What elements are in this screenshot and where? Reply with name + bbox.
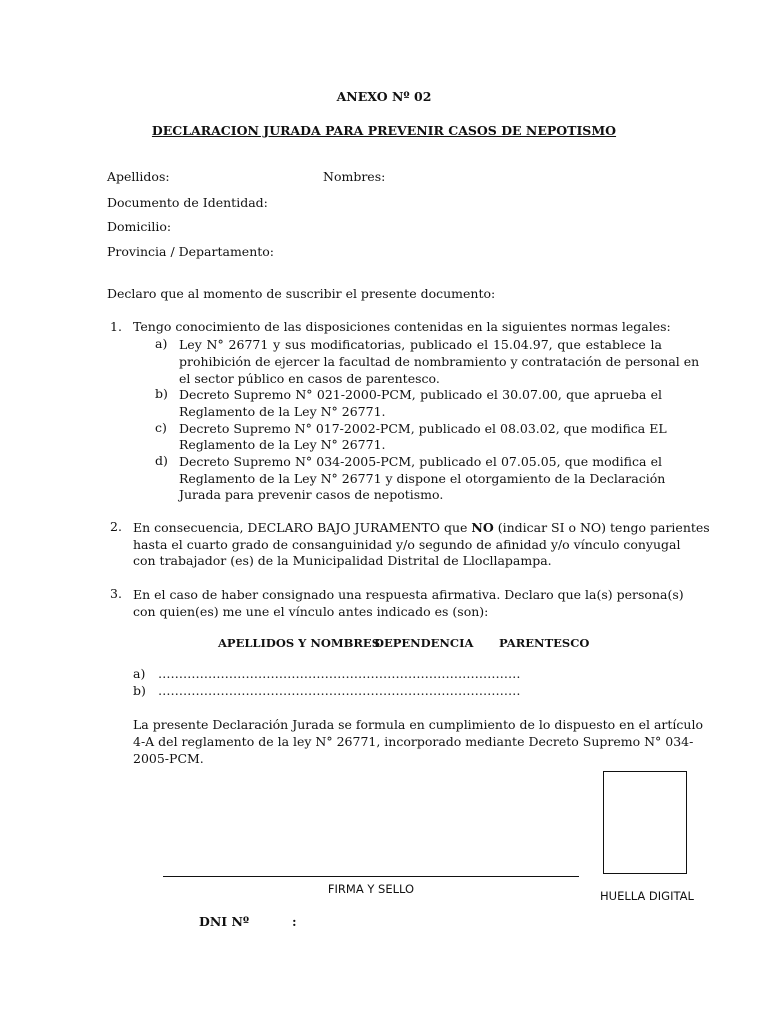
item-1-sub-a-letter: a) [155, 336, 168, 351]
item-2-line-1 [133, 519, 710, 536]
item-1-sub-d-letter: d) [155, 453, 168, 468]
column-header-dependency: DEPENDENCIA [374, 636, 474, 650]
item-2-line-2: hasta el cuarto grado de consanguinidad y/o segundo de afinidad y/o vínculo conyugal [133, 537, 681, 552]
fingerprint-box [603, 771, 687, 874]
field-province-label: Provincia / Departamento: [107, 244, 275, 259]
item-2-line-3: con trabajador (es) de la Municipalidad Distrital de Llocllapampa. [133, 553, 552, 568]
field-surnames-label: Apellidos: [107, 169, 170, 184]
item-1-sub-b-line-1: Decreto Supremo N° 021-2000-PCM, publicado el 30.07.00, que aprueba el [179, 387, 662, 402]
fingerprint-label: HUELLA DIGITAL [600, 889, 694, 903]
item-1-sub-a-line-2: prohibición de ejercer la facultad de nombramiento y contratación de personal en [179, 354, 700, 369]
dni-label: DNI Nº [199, 914, 250, 929]
signature-label: FIRMA Y SELLO [327, 882, 415, 896]
item-2-answer: NO [471, 520, 494, 535]
row-a-letter: a) [133, 666, 146, 681]
item-2-number: 2. [110, 519, 122, 534]
document-title [0, 123, 768, 138]
item-1-sub-a-line-1: Ley N° 26771 y sus modificatorias, publicado el 15.04.97, que establece la [179, 337, 662, 352]
row-b-dots: …………………………………………………………………………… [158, 683, 521, 698]
closing-line-3: 2005-PCM. [133, 751, 204, 766]
signature-line [163, 876, 579, 877]
row-a-dots: …………………………………………………………………………… [158, 666, 521, 681]
intro-paragraph: Declaro que al momento de suscribir el presente documento: [107, 286, 496, 301]
item-1-sub-b-letter: b) [155, 386, 168, 401]
closing-line-2: 4-A del reglamento de la ley N° 26771, incorporado mediante Decreto Supremo N° 034- [133, 734, 694, 749]
field-names-label: Nombres: [323, 169, 386, 184]
item-1-sub-c-line-1: Decreto Supremo N° 017-2002-PCM, publicado el 08.03.02, que modifica EL [179, 421, 667, 436]
row-b-letter: b) [133, 683, 146, 698]
item-1-sub-d-line-3: Jurada para prevenir casos de nepotismo. [179, 487, 444, 502]
item-1-sub-c-letter: c) [155, 420, 167, 435]
item-3-line-1: En el caso de haber consignado una respuesta afirmativa. Declaro que la(s) persona(s) [133, 587, 684, 602]
dni-colon: : [292, 914, 297, 929]
field-address-label: Domicilio: [107, 219, 172, 234]
item-1-sub-a-line-3: el sector público en casos de parentesco. [179, 371, 440, 386]
annex-title: ANEXO Nº 02 [336, 89, 432, 104]
item-1-sub-d-line-1: Decreto Supremo N° 034-2005-PCM, publicado el 07.05.05, que modifica el [179, 454, 662, 469]
column-header-names: APELLIDOS Y NOMBRES [218, 636, 381, 650]
item-1-sub-c-line-2: Reglamento de la Ley N° 26771. [179, 437, 386, 452]
item-3-line-2: con quien(es) me une el vínculo antes indicado es (son): [133, 604, 489, 619]
item-2-line-1-pre: En consecuencia, DECLARO BAJO JURAMENTO que [133, 520, 472, 535]
field-id-document-label: Documento de Identidad: [107, 195, 268, 210]
document-title-text: DECLARACION JURADA PARA PREVENIR CASOS DE NEPOTISMO [151, 123, 617, 138]
item-1-text: Tengo conocimiento de las disposiciones contenidas en la siguientes normas legales: [133, 319, 671, 334]
item-2-line-1-post: (indicar SI o NO) tengo parientes [493, 520, 710, 535]
item-1-sub-b-line-2: Reglamento de la Ley N° 26771. [179, 404, 386, 419]
column-header-kinship: PARENTESCO [499, 636, 590, 650]
item-3-number: 3. [110, 586, 122, 601]
closing-line-1: La presente Declaración Jurada se formula en cumplimiento de lo dispuesto en el artículo [133, 717, 703, 732]
item-1-number: 1. [110, 319, 122, 334]
item-1-sub-d-line-2: Reglamento de la Ley N° 26771 y dispone el otorgamiento de la Declaración [179, 471, 666, 486]
